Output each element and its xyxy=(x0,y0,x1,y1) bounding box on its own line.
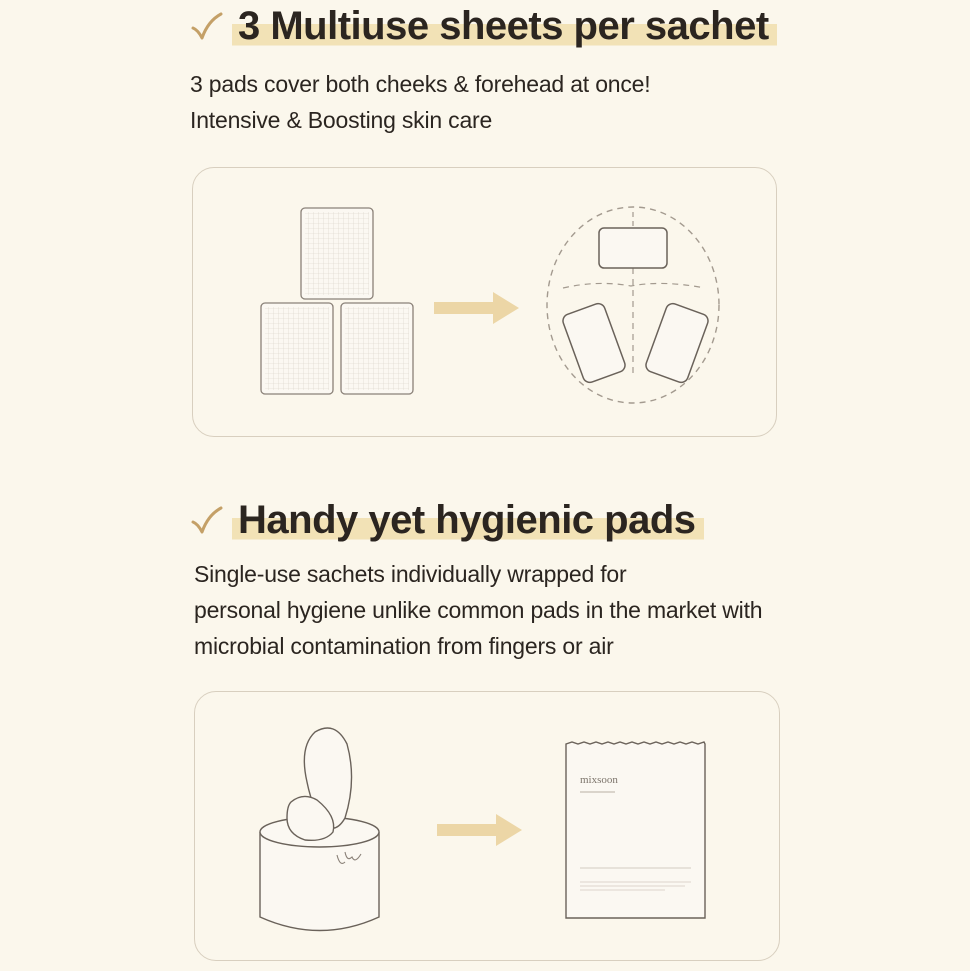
checkmark-icon xyxy=(190,505,224,535)
section-title: Handy yet hygienic pads xyxy=(232,498,704,542)
arrow-icon xyxy=(434,292,519,324)
forehead-pad xyxy=(599,228,667,268)
section-heading xyxy=(190,498,704,542)
sheets-illustration xyxy=(193,168,775,435)
sheet-top xyxy=(301,208,373,299)
sheet-bottom-right xyxy=(341,303,413,394)
sachet-package xyxy=(566,742,705,918)
hygiene-illustration xyxy=(195,692,778,959)
right-cheek-pad xyxy=(644,302,710,385)
section-multiuse-sheets xyxy=(0,0,970,450)
section-hygienic-pads xyxy=(0,490,970,971)
sachet-brand-logo: mixsoon xyxy=(580,774,618,786)
section-title: 3 Multiuse sheets per sachet xyxy=(232,4,777,48)
left-cheek-pad xyxy=(561,302,627,385)
pad-jar-icon xyxy=(260,728,379,931)
section-heading xyxy=(190,4,777,48)
arrow-icon xyxy=(437,814,522,846)
description-line: personal hygiene unlike common pads in the market with xyxy=(194,597,763,623)
description-line: Intensive & Boosting skin care xyxy=(190,107,493,133)
description-line: microbial contamination from fingers or air xyxy=(194,633,614,659)
sheet-bottom-left xyxy=(261,303,333,394)
checkmark-icon xyxy=(190,11,224,41)
illustration-card xyxy=(194,691,780,961)
section-description xyxy=(190,66,650,138)
face-diagram xyxy=(547,207,719,403)
illustration-card xyxy=(192,167,777,437)
section-description xyxy=(194,556,762,664)
description-line: Single-use sachets individually wrapped for xyxy=(194,561,627,587)
description-line: 3 pads cover both cheeks & forehead at once! xyxy=(190,71,651,97)
